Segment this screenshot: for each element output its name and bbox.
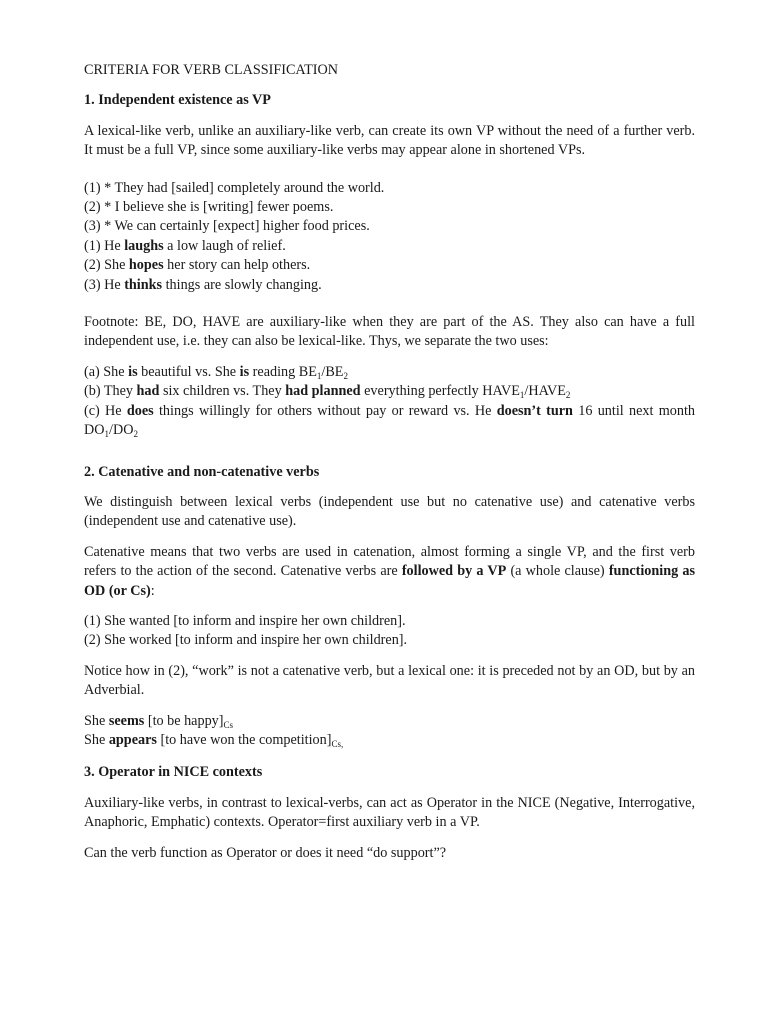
example-verb: is [128,363,138,380]
be-do-have-examples [84,363,695,441]
example-text: six children vs. They [159,383,286,400]
paragraph-text: : [150,582,155,599]
example-verb: laughs [124,237,164,254]
example-text: (a) She [84,363,129,380]
subscript: Cs [223,719,234,730]
example-text: She [84,731,109,748]
section-2-heading: 2. Catenative and non-catenative verbs [84,463,320,480]
example-text: /BE [321,363,344,380]
example-text: everything perfectly HAVE [360,383,520,400]
example-verb: doesn’t turn [496,402,573,419]
footnote: Footnote: BE, DO, HAVE are auxiliary-like when they are part of the AS. They also can have a full independent use, i.e. they can also be lexical-like. Thys, we separate the two uses: [84,314,695,350]
subscript: 2 [133,429,138,440]
section-3-heading: 3. Operator in NICE contexts [84,764,263,781]
section-1-intro: A lexical-like verb, unlike an auxiliary-like verb, can create its own VP without the need of a further verb. It must be a full VP, since some auxiliary-like verbs may appear alone in shortened VPs. [84,122,695,159]
example-line: (3) * We can certainly [expect] higher food prices. [84,218,370,235]
seems-appears-examples [84,712,695,751]
catenative-examples [84,612,695,651]
example-text: (1) He [84,237,125,254]
subscript: 1 [104,429,109,440]
example-text: (3) He [84,276,125,293]
section-3-paragraph-2: Can the verb function as Operator or does it need “do support”? [84,844,447,861]
example-verb: is [239,363,250,380]
example-line: (2) She worked [to inform and inspire her own children]. [84,632,408,649]
example-verb: hopes [128,257,164,274]
example-appears [84,731,695,750]
example-line: (1) She wanted [to inform and inspire her own children]. [84,612,406,629]
example-verb: had [136,383,160,400]
example-text: [to be happy] [144,712,224,729]
example-text: [to have won the competition] [156,731,332,748]
example-a [84,363,695,382]
subscript: 1 [519,390,525,401]
paragraph-emphasis: functioning as OD (or Cs) [84,563,695,599]
example-line [84,276,695,295]
example-verb: had planned [285,383,361,400]
subscript: 2 [565,390,571,401]
example-verb: appears [108,731,157,748]
subscript: 2 [343,370,348,381]
example-line: (1) * They had [sailed] completely around the world. [84,179,385,196]
example-line: (2) * I believe she is [writing] fewer poems. [84,199,334,216]
example-text: reading BE [249,363,317,380]
example-seems [84,712,695,731]
example-verb: thinks [124,276,163,293]
section-2-paragraph-1: We distinguish between lexical verbs (independent use but no catenative use) and catenative verbs (independent use and catenative use). [84,493,695,530]
example-text: a low laugh of relief. [163,237,286,254]
document-title: CRITERIA FOR VERB CLASSIFICATION [84,62,338,78]
examples-ungrammatical [84,179,695,295]
example-text: (b) They [84,383,137,400]
example-text: /DO [109,422,134,439]
section-3-paragraph-1: Auxiliary-like verbs, in contrast to lexical-verbs, can act as Operator in the NICE (Negative, Interrogative, Anaphoric, Emphatic) contexts. Operator=first auxiliary verb in a VP. [84,794,695,831]
section-2-paragraph-2 [84,543,695,601]
paragraph-text: (a whole clause) [506,563,609,580]
section-1-heading: 1. Independent existence as VP [84,92,271,109]
example-text: 16 until next month DO [84,402,695,439]
example-c [84,402,695,441]
example-line [84,256,695,275]
subscript: Cs, [331,738,344,749]
example-text: beautiful vs. She [137,363,240,380]
section-2-paragraph-3: Notice how in (2), “work” is not a catenative verb, but a lexical one: it is preceded not by an OD, but by an Adverbial. [84,662,695,699]
example-text: her story can help others. [163,257,311,274]
example-text: She [84,712,109,729]
example-b [84,382,695,401]
example-verb: seems [108,712,145,729]
example-verb: does [126,402,154,419]
paragraph-emphasis: followed by a VP [401,563,507,580]
example-text: /HAVE [524,383,566,400]
example-text: (c) He [84,402,127,419]
example-line [84,237,695,256]
paragraph-text: Catenative means that two verbs are used in catenation, almost forming a single VP, and the first verb refers to the action of the second. Catenative verbs are [84,543,695,580]
example-text: things are slowly changing. [162,276,322,293]
example-text: things willingly for others without pay or reward vs. He [153,402,497,419]
subscript: 1 [316,370,322,381]
example-text: (2) She [84,257,129,274]
